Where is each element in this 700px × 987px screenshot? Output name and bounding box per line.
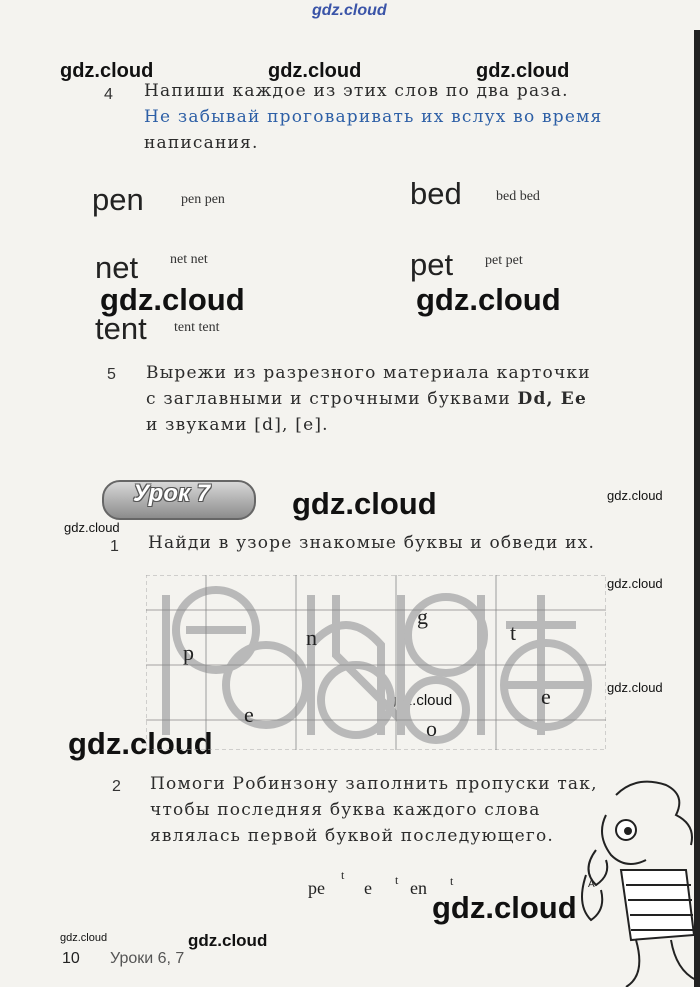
task4-instruction — [144, 78, 602, 156]
watermark: gdz.cloud — [476, 60, 570, 82]
watermark: gdz.cloud — [100, 282, 245, 317]
written-pen: pen pen — [181, 192, 225, 207]
word-tent: tent — [95, 311, 147, 346]
task5-letters: Dd, Ee — [517, 389, 587, 409]
task5-line2: с заглавными и строчными буквами Dd, Ee — [146, 389, 587, 409]
word-net: net — [95, 250, 139, 285]
task2-instruction — [150, 771, 598, 849]
answer-part3: en — [410, 878, 427, 898]
page-lessons: Уроки 6, 7 — [110, 950, 185, 967]
watermark: gdz.cloud — [432, 890, 577, 925]
watermark: gdz.cloud — [60, 932, 108, 944]
watermark: gdz.cloud — [60, 60, 154, 82]
task4-line3: написания. — [144, 133, 259, 153]
task4-line2: Не забывай проговаривать их вслух во время — [144, 107, 603, 127]
task2-line2: чтобы последняя буква каждого слова — [150, 800, 541, 820]
svg-text:A: A — [588, 879, 595, 890]
task5-line3: и звуками [d], [e]. — [146, 415, 329, 435]
watermark: gdz.cloud — [292, 486, 437, 521]
watermark: gdz.cloud — [607, 576, 663, 591]
answer-sup3: t — [450, 874, 454, 888]
word-bed: bed — [410, 176, 462, 211]
word-pet: pet — [410, 247, 454, 282]
answer-sup1: t — [341, 868, 345, 882]
pattern-letter-t: t — [510, 620, 517, 645]
task4-number: 4 — [104, 86, 113, 103]
task1-instruction: Найди в узоре знакомые буквы и обведи их. — [148, 533, 596, 553]
pattern-letter-e2: e — [541, 684, 551, 709]
task5-line1: Вырежи из разрезного материала карточки — [146, 363, 591, 383]
task5-instruction — [146, 360, 591, 438]
task4-line1: Напиши каждое из этих слов по два раза. — [144, 81, 569, 101]
written-tent: tent tent — [174, 320, 220, 335]
answer-part2: e — [364, 878, 372, 898]
written-net: net net — [170, 252, 208, 267]
parrot-illustration — [576, 775, 700, 987]
watermark: gdz.cloud — [268, 60, 362, 82]
watermark: gdz.cloud — [388, 692, 453, 709]
task2-line1: Помоги Робинзону заполнить пропуски так, — [150, 774, 598, 794]
answer-part1: pe — [308, 878, 325, 898]
watermark: gdz.cloud — [188, 931, 268, 950]
pattern-letter-g: g — [417, 604, 428, 629]
task5-number: 5 — [107, 366, 116, 383]
page-number: 10 — [62, 950, 80, 967]
watermark: gdz.cloud — [64, 520, 120, 535]
lesson-title: Урок 7 — [133, 480, 211, 507]
watermark-top: gdz.cloud — [312, 2, 387, 19]
watermark: gdz.cloud — [607, 488, 663, 503]
watermark: gdz.cloud — [416, 282, 561, 317]
answer-sup2: t — [395, 873, 399, 887]
task2-number: 2 — [112, 778, 121, 795]
pattern-letter-n: n — [306, 625, 317, 650]
watermark: gdz.cloud — [607, 680, 663, 695]
task2-line3: являлась первой буквой последующего. — [150, 826, 554, 846]
word-pen: pen — [92, 182, 144, 217]
written-bed: bed bed — [496, 189, 540, 204]
watermark: gdz.cloud — [68, 726, 213, 761]
pattern-letter-o: o — [426, 716, 437, 741]
pattern-letter-e: e — [244, 702, 254, 727]
task1-number: 1 — [110, 538, 119, 555]
written-pet: pet pet — [485, 253, 523, 268]
letter-pattern — [146, 575, 606, 750]
pattern-letter-p: p — [183, 640, 194, 665]
